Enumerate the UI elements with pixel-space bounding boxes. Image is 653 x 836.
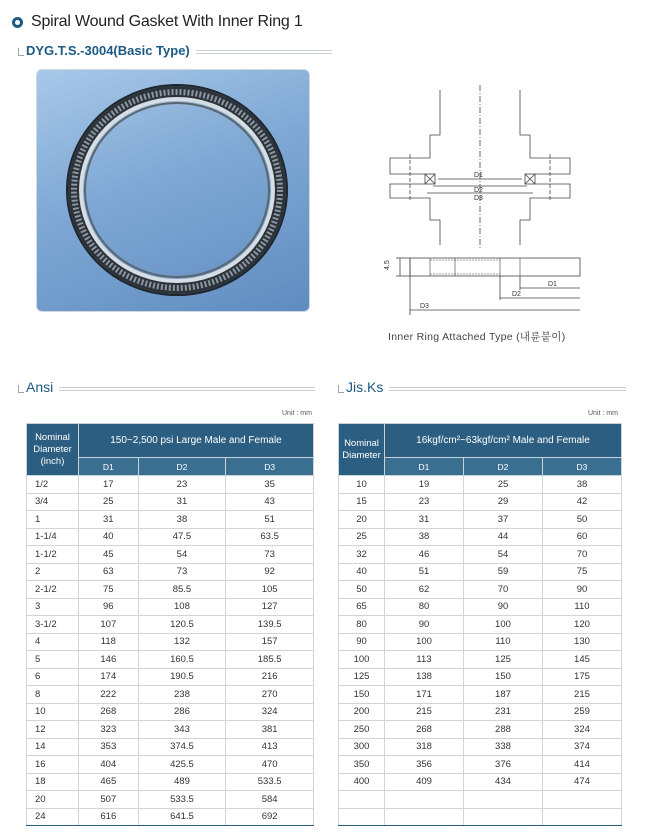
- drawing-caption: Inner Ring Attached Type (내륜붙이): [388, 331, 566, 343]
- dimension-cell: 38: [385, 528, 464, 546]
- dimension-cell: 146: [79, 651, 139, 669]
- dimension-cell: 118: [79, 633, 139, 651]
- nominal-cell: 12: [27, 721, 79, 739]
- dimension-cell: [463, 808, 542, 826]
- page-title: [12, 12, 303, 32]
- dimension-cell: 73: [138, 563, 226, 581]
- nominal-cell: 90: [339, 633, 385, 651]
- label-d3-section: D3: [420, 303, 429, 310]
- dimension-cell: [463, 791, 542, 809]
- nominal-cell: 2-1/2: [27, 581, 79, 599]
- nominal-cell: 8: [27, 686, 79, 704]
- dimension-cell: 616: [79, 808, 139, 826]
- dimension-cell: 23: [138, 476, 226, 494]
- table-row: [27, 528, 314, 546]
- table-row: [27, 791, 314, 809]
- dimension-cell: 268: [79, 703, 139, 721]
- jis-unit-label: Unit : mm: [588, 410, 618, 417]
- ansi-group-header: 150~2,500 psi Large Male and Female: [79, 424, 314, 458]
- dimension-cell: 414: [542, 756, 621, 774]
- dimension-cell: 63: [79, 563, 139, 581]
- table-row: [339, 721, 622, 739]
- dimension-cell: 353: [79, 738, 139, 756]
- dimension-cell: 54: [138, 546, 226, 564]
- ansi-col-d2: D2: [138, 458, 226, 476]
- dimension-cell: 125: [463, 651, 542, 669]
- gasket-ring-image: [37, 70, 310, 312]
- nominal-cell: 3-1/2: [27, 616, 79, 634]
- dimension-cell: [385, 808, 464, 826]
- dimension-cell: 73: [226, 546, 314, 564]
- dimension-cell: 44: [463, 528, 542, 546]
- dimension-cell: 324: [226, 703, 314, 721]
- dimension-cell: 374: [542, 738, 621, 756]
- dimension-cell: 63.5: [226, 528, 314, 546]
- label-d3: D3: [474, 195, 483, 202]
- nominal-cell: 1-1/2: [27, 546, 79, 564]
- table-row: [339, 581, 622, 599]
- table-row: [339, 528, 622, 546]
- dimension-cell: 50: [542, 511, 621, 529]
- nominal-cell: 10: [339, 476, 385, 494]
- nominal-cell: 1-1/4: [27, 528, 79, 546]
- dimension-cell: 404: [79, 756, 139, 774]
- dimension-cell: 323: [79, 721, 139, 739]
- heading-rule: [389, 387, 626, 391]
- jis-col-d2: D2: [463, 458, 542, 476]
- dimension-cell: 47.5: [138, 528, 226, 546]
- dimension-cell: 145: [542, 651, 621, 669]
- dimension-cell: 434: [463, 773, 542, 791]
- dimension-cell: 75: [542, 563, 621, 581]
- table-row: [27, 581, 314, 599]
- nominal-cell: 150: [339, 686, 385, 704]
- nominal-cell: 200: [339, 703, 385, 721]
- dimension-cell: 470: [226, 756, 314, 774]
- nominal-cell: 24: [27, 808, 79, 826]
- dimension-cell: 157: [226, 633, 314, 651]
- nominal-cell: 20: [339, 511, 385, 529]
- dimension-cell: 474: [542, 773, 621, 791]
- dimension-cell: 286: [138, 703, 226, 721]
- type-heading: [18, 40, 332, 58]
- nominal-cell: 80: [339, 616, 385, 634]
- dimension-cell: 23: [385, 493, 464, 511]
- dimension-cell: 175: [542, 668, 621, 686]
- nominal-cell: 14: [27, 738, 79, 756]
- dimension-cell: 85.5: [138, 581, 226, 599]
- table-row: [27, 616, 314, 634]
- nominal-cell: 250: [339, 721, 385, 739]
- nominal-cell: 10: [27, 703, 79, 721]
- table-row: [339, 651, 622, 669]
- nominal-cell: [339, 808, 385, 826]
- table-row: [27, 563, 314, 581]
- table-row: [27, 721, 314, 739]
- table-row: [27, 651, 314, 669]
- nominal-cell: 18: [27, 773, 79, 791]
- dimension-cell: 381: [226, 721, 314, 739]
- nominal-cell: 16: [27, 756, 79, 774]
- circle-bullet-icon: [12, 17, 23, 28]
- nominal-cell: 40: [339, 563, 385, 581]
- dimension-cell: 107: [79, 616, 139, 634]
- dimension-cell: 507: [79, 791, 139, 809]
- dimension-cell: 171: [385, 686, 464, 704]
- table-row: [339, 633, 622, 651]
- dimension-cell: 465: [79, 773, 139, 791]
- table-row: [27, 738, 314, 756]
- table-row: [339, 493, 622, 511]
- dimension-cell: 376: [463, 756, 542, 774]
- dimension-cell: 37: [463, 511, 542, 529]
- dimension-cell: 19: [385, 476, 464, 494]
- dimension-cell: 40: [79, 528, 139, 546]
- dimension-cell: 46: [385, 546, 464, 564]
- dimension-cell: 108: [138, 598, 226, 616]
- heading-corner: [18, 385, 24, 393]
- label-d1-section: D1: [548, 281, 557, 288]
- dimension-cell: 31: [138, 493, 226, 511]
- dimension-cell: 110: [542, 598, 621, 616]
- nominal-cell: 15: [339, 493, 385, 511]
- jis-col-d1: D1: [385, 458, 464, 476]
- nominal-cell: 100: [339, 651, 385, 669]
- table-row: [339, 686, 622, 704]
- dimension-cell: 59: [463, 563, 542, 581]
- type-heading-text: DYG.T.S.-3004(Basic Type): [26, 43, 190, 58]
- nominal-cell: 32: [339, 546, 385, 564]
- dimension-cell: [542, 808, 621, 826]
- nominal-cell: 2: [27, 563, 79, 581]
- dimension-cell: 62: [385, 581, 464, 599]
- dimension-cell: 60: [542, 528, 621, 546]
- nominal-cell: 6: [27, 668, 79, 686]
- dimension-cell: 533.5: [138, 791, 226, 809]
- dimension-cell: 45: [79, 546, 139, 564]
- dimension-cell: 42: [542, 493, 621, 511]
- dimension-cell: 29: [463, 493, 542, 511]
- table-row: [339, 773, 622, 791]
- dimension-cell: 425.5: [138, 756, 226, 774]
- table-row: [27, 598, 314, 616]
- dimension-cell: 31: [385, 511, 464, 529]
- dimension-cell: 90: [385, 616, 464, 634]
- table-row: [339, 476, 622, 494]
- dimension-cell: 215: [385, 703, 464, 721]
- table-row: [27, 511, 314, 529]
- dimension-cell: [385, 791, 464, 809]
- jis-nominal-header: Nominal Diameter: [339, 424, 385, 476]
- table-row: [27, 633, 314, 651]
- table-row: [339, 616, 622, 634]
- dimension-cell: 409: [385, 773, 464, 791]
- label-d2-section: D2: [512, 291, 521, 298]
- heading-rule: [59, 387, 315, 391]
- dimension-cell: 231: [463, 703, 542, 721]
- dimension-cell: 187: [463, 686, 542, 704]
- dimension-cell: 17: [79, 476, 139, 494]
- heading-rule: [196, 50, 332, 54]
- dimension-cell: 100: [385, 633, 464, 651]
- table-row: [27, 756, 314, 774]
- dimension-cell: 38: [542, 476, 621, 494]
- nominal-cell: 400: [339, 773, 385, 791]
- dimension-cell: 270: [226, 686, 314, 704]
- dimension-cell: 268: [385, 721, 464, 739]
- dimension-cell: 130: [542, 633, 621, 651]
- dimension-cell: 38: [138, 511, 226, 529]
- dimension-cell: 259: [542, 703, 621, 721]
- dimension-cell: 90: [463, 598, 542, 616]
- dimension-cell: 80: [385, 598, 464, 616]
- nominal-cell: [339, 791, 385, 809]
- dimension-cell: 92: [226, 563, 314, 581]
- dimension-cell: 54: [463, 546, 542, 564]
- table-row: [339, 546, 622, 564]
- dimension-cell: 139.5: [226, 616, 314, 634]
- ansi-unit-label: Unit : mm: [282, 410, 312, 417]
- nominal-cell: 1: [27, 511, 79, 529]
- nominal-cell: 1/2: [27, 476, 79, 494]
- table-row: [339, 598, 622, 616]
- dimension-cell: 174: [79, 668, 139, 686]
- nominal-cell: 3: [27, 598, 79, 616]
- dimension-cell: 70: [542, 546, 621, 564]
- table-row: [339, 703, 622, 721]
- jis-heading: [338, 377, 626, 395]
- jis-heading-text: Jis.Ks: [346, 379, 384, 395]
- dimension-cell: 318: [385, 738, 464, 756]
- table-row: [339, 668, 622, 686]
- nominal-cell: 5: [27, 651, 79, 669]
- jis-dimension-table: [338, 423, 622, 826]
- dimension-cell: 374.5: [138, 738, 226, 756]
- nominal-cell: 25: [339, 528, 385, 546]
- dimension-cell: 120: [542, 616, 621, 634]
- dimension-cell: 132: [138, 633, 226, 651]
- dimension-cell: 222: [79, 686, 139, 704]
- dimension-cell: 160.5: [138, 651, 226, 669]
- heading-corner: [338, 385, 344, 393]
- nominal-cell: 65: [339, 598, 385, 616]
- table-row: [339, 791, 622, 809]
- ansi-nominal-header: Nominal Diameter (inch): [27, 424, 79, 476]
- dimension-cell: 105: [226, 581, 314, 599]
- ansi-heading: [18, 377, 315, 395]
- table-row: [339, 563, 622, 581]
- nominal-cell: 4: [27, 633, 79, 651]
- page-title-text: Spiral Wound Gasket With Inner Ring 1: [31, 13, 303, 30]
- table-row: [27, 686, 314, 704]
- dimension-cell: 215: [542, 686, 621, 704]
- label-thickness: 4.5: [384, 260, 391, 270]
- dimension-cell: 138: [385, 668, 464, 686]
- dimension-cell: 90: [542, 581, 621, 599]
- dimension-cell: 25: [79, 493, 139, 511]
- dimension-cell: 120.5: [138, 616, 226, 634]
- table-row: [339, 738, 622, 756]
- dimension-cell: 692: [226, 808, 314, 826]
- table-row: [27, 703, 314, 721]
- table-row: [27, 668, 314, 686]
- nominal-cell: 350: [339, 756, 385, 774]
- table-row: [27, 476, 314, 494]
- dimension-cell: 356: [385, 756, 464, 774]
- ansi-col-d3: D3: [226, 458, 314, 476]
- table-row: [339, 808, 622, 826]
- table-row: [27, 808, 314, 826]
- dimension-cell: 338: [463, 738, 542, 756]
- dimension-cell: 584: [226, 791, 314, 809]
- dimension-cell: 324: [542, 721, 621, 739]
- ansi-heading-text: Ansi: [26, 379, 54, 395]
- ansi-dimension-table: [26, 423, 314, 826]
- flange-cross-section-drawing: [370, 80, 590, 320]
- dimension-cell: 100: [463, 616, 542, 634]
- jis-col-d3: D3: [542, 458, 621, 476]
- gasket-photo: [36, 69, 310, 312]
- dimension-cell: 51: [385, 563, 464, 581]
- dimension-cell: 413: [226, 738, 314, 756]
- nominal-cell: 3/4: [27, 493, 79, 511]
- nominal-cell: 300: [339, 738, 385, 756]
- jis-group-header: 16kgf/cm²~63kgf/cm² Male and Female: [385, 424, 622, 458]
- ansi-col-d1: D1: [79, 458, 139, 476]
- table-row: [339, 511, 622, 529]
- dimension-cell: 35: [226, 476, 314, 494]
- dimension-cell: 43: [226, 493, 314, 511]
- dimension-cell: 113: [385, 651, 464, 669]
- dimension-cell: 127: [226, 598, 314, 616]
- dimension-cell: 238: [138, 686, 226, 704]
- dimension-cell: 110: [463, 633, 542, 651]
- dimension-cell: 216: [226, 668, 314, 686]
- nominal-cell: 20: [27, 791, 79, 809]
- dimension-cell: 75: [79, 581, 139, 599]
- dimension-cell: 489: [138, 773, 226, 791]
- nominal-cell: 125: [339, 668, 385, 686]
- dimension-cell: 150: [463, 668, 542, 686]
- dimension-cell: 641.5: [138, 808, 226, 826]
- dimension-cell: 31: [79, 511, 139, 529]
- table-row: [27, 493, 314, 511]
- nominal-cell: 50: [339, 581, 385, 599]
- dimension-cell: 343: [138, 721, 226, 739]
- dimension-cell: 96: [79, 598, 139, 616]
- table-row: [27, 773, 314, 791]
- dimension-cell: 51: [226, 511, 314, 529]
- table-row: [27, 546, 314, 564]
- table-row: [339, 756, 622, 774]
- dimension-cell: 70: [463, 581, 542, 599]
- heading-corner: [18, 48, 24, 56]
- label-d1: D1: [474, 172, 483, 179]
- dimension-cell: 25: [463, 476, 542, 494]
- dimension-cell: 190.5: [138, 668, 226, 686]
- dimension-cell: 185.5: [226, 651, 314, 669]
- dimension-cell: [542, 791, 621, 809]
- dimension-cell: 533.5: [226, 773, 314, 791]
- dimension-cell: 288: [463, 721, 542, 739]
- label-d2: D2: [474, 187, 483, 194]
